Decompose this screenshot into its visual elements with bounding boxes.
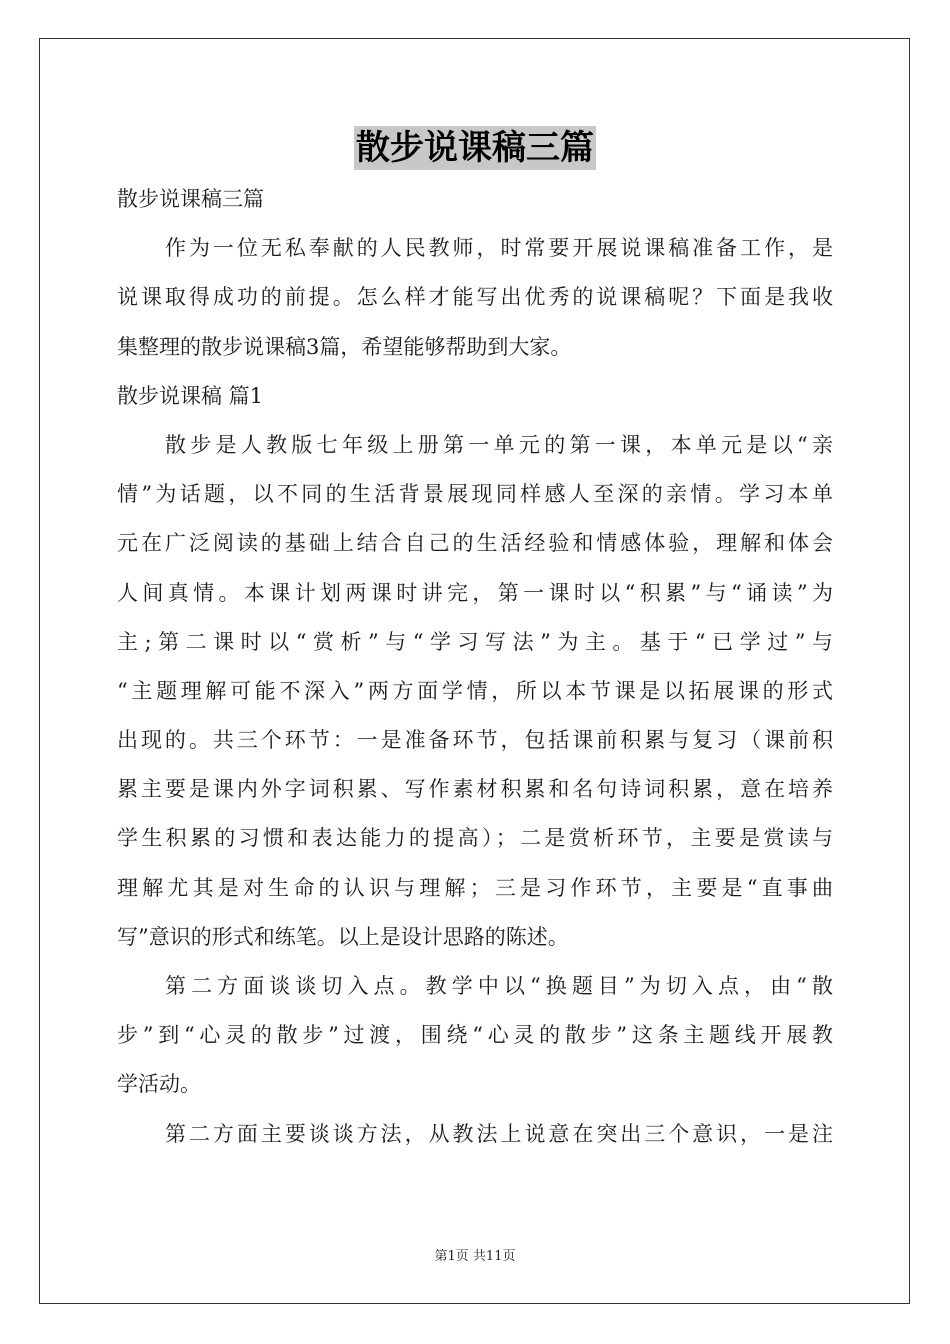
text-line: 累主要是课内外字词积累、写作素材积累和名句诗词积累，意在培养 <box>117 777 833 802</box>
text-line: 第二方面谈谈切入点。教学中以“换题目”为切入点，由“散 <box>165 974 833 998</box>
text-line: 主;第二课时以“赏析”与“学习写法”为主。基于“已学过”与 <box>117 629 833 654</box>
text-line: 作为一位无私奉献的人民教师，时常要开展说课稿准备工作，是 <box>165 236 833 261</box>
text-line: 人间真情。本课计划两课时讲完，第一课时以“积累”与“诵读”为 <box>117 580 833 605</box>
text-line: “主题理解可能不深入”两方面学情，所以本节课是以拓展课的形式 <box>117 678 833 703</box>
text-line: 说课取得成功的前提。怎么样才能写出优秀的说课稿呢？下面是我收 <box>117 285 833 310</box>
document-title: 散步说课稿三篇 <box>356 128 594 168</box>
text-line: 散步是人教版七年级上册第一单元的第一课，本单元是以“亲 <box>165 432 833 457</box>
document-body <box>117 175 833 1159</box>
text-line: 散步说课稿 篇1 <box>117 383 264 408</box>
text-line: 学活动。 <box>117 1072 201 1097</box>
text-line: 理解尤其是对生命的认识与理解；三是习作环节，主要是“直事曲 <box>117 875 833 900</box>
text-line: 情”为话题，以不同的生活背景展现同样感人至深的亲情。学习本单 <box>117 482 833 507</box>
page-footer: 第1页 共11页 <box>434 1249 516 1264</box>
text-line: 步”到“心灵的散步”过渡，围绕“心灵的散步”这条主题线开展教 <box>117 1023 833 1048</box>
text-line: 学生积累的习惯和表达能力的提高）；二是赏析环节，主要是赏读与 <box>117 826 833 851</box>
text-line: 集整理的散步说课稿3篇，希望能够帮助到大家。 <box>117 334 572 359</box>
text-line: 元在广泛阅读的基础上结合自己的生活经验和情感体验，理解和体会 <box>117 531 833 556</box>
text-line: 散步说课稿三篇 <box>117 187 264 211</box>
text-line: 第二方面主要谈谈方法，从教法上说意在突出三个意识，一是注 <box>165 1121 833 1146</box>
text-line: 写”意识的形式和练笔。以上是设计思路的陈述。 <box>117 924 569 949</box>
title-container <box>0 126 950 170</box>
text-line: 出现的。共三个环节：一是准备环节，包括课前积累与复习（课前积 <box>117 728 833 753</box>
